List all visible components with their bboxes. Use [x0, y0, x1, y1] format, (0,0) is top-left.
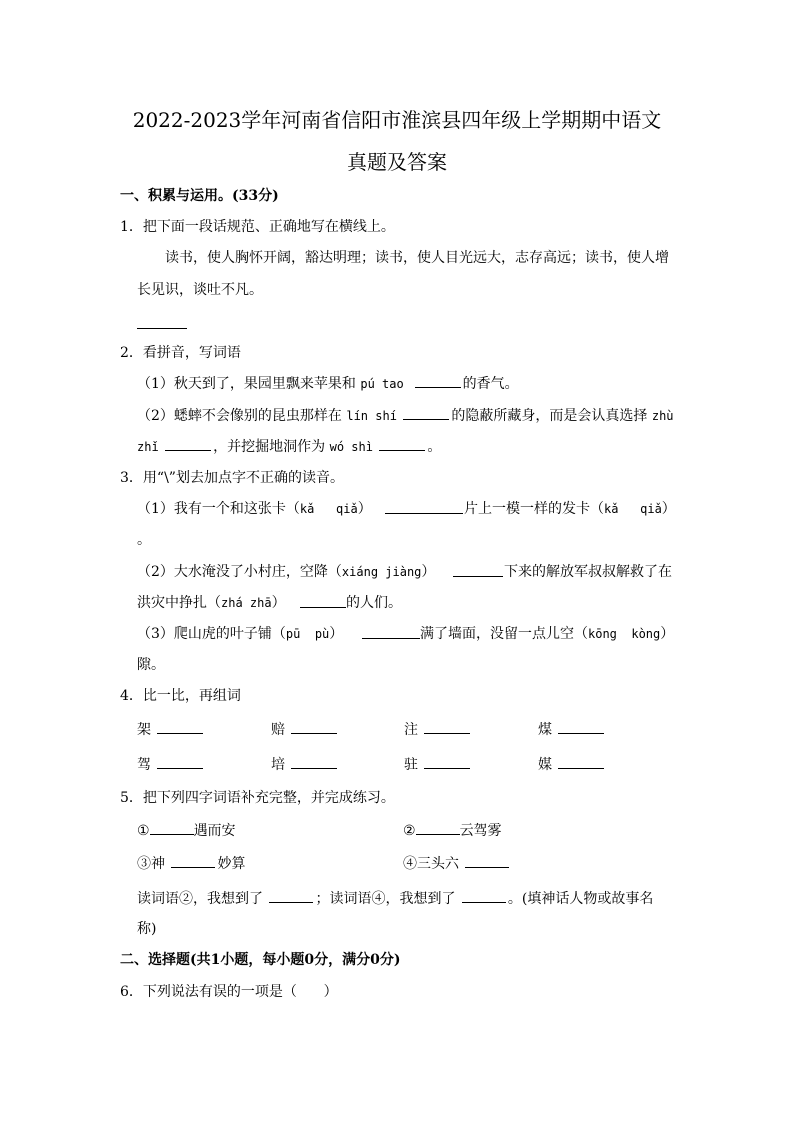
q5-item4: [403, 853, 511, 874]
q2-item2-pinyin3: wó shì: [329, 440, 373, 454]
q5-item2-pre: ②: [403, 823, 416, 839]
q2-item2-pinyin1: lín shí: [346, 409, 397, 423]
q5-item1-post: 遇而安: [193, 823, 236, 839]
q3-item2-line2: [137, 593, 286, 613]
document-title-line1: 2022-2023学年河南省信阳市淮滨县四年级上学期期中语文: [132, 108, 662, 132]
q3-item2-end: 的人们。: [346, 595, 402, 611]
q3-item2-mid: 下来的解放军叔叔解救了在: [504, 564, 672, 580]
q4-blank[interactable]: [291, 754, 337, 769]
q4-blank[interactable]: [291, 719, 337, 734]
q4-blank[interactable]: [558, 719, 604, 734]
q5-read-pre: 读词语②，我想到了: [137, 891, 268, 907]
q5-item4-pre: ④三头六: [403, 856, 464, 872]
section1-heading: 一、积累与运用。(33分): [120, 188, 279, 204]
q2-prompt: 2．看拼音，写词语: [120, 345, 241, 361]
q2-item2-blank1[interactable]: [403, 405, 449, 420]
q3-item3-pre: （3）爬山虎的叶子铺（: [137, 626, 286, 642]
q4-blank[interactable]: [424, 719, 470, 734]
q5-item1-pre: ①: [137, 823, 150, 839]
q5-item3-blank[interactable]: [171, 853, 215, 868]
q3-item3-mid: 满了墙面，没留一点儿空（: [420, 626, 588, 642]
q3-item1-close2: ）: [661, 501, 676, 517]
q6-prompt: 6．下列说法有误的一项是（ ）: [120, 984, 338, 1000]
q3-item1-blank[interactable]: [385, 513, 463, 514]
q5-item2-post: 云驾雾: [459, 823, 502, 839]
q4-row2-col1: [137, 754, 205, 775]
q3-item3-end: 隙。: [137, 657, 165, 673]
q2-item2-pinyin2b: zhǐ: [137, 440, 159, 454]
document-title-line2: 真题及答案: [347, 150, 447, 174]
q2-item2-line2: [137, 436, 441, 457]
q1-passage-line2: 长见识，谈吐不凡。: [137, 282, 263, 298]
q3-item3-pinyin: pū pù: [285, 627, 330, 641]
q2-item2-pre: （2）蟋蟀不会像别的昆虫那样在: [137, 408, 347, 424]
q3-item3-rest: [420, 624, 674, 644]
q5-read-line2: 称): [137, 921, 157, 937]
q4-row1-col2: [271, 719, 339, 740]
q3-item3-pinyin2: kōng kòng: [588, 627, 661, 641]
q4-row1-col1: [137, 719, 205, 740]
q3-item1-pre: （1）我有一个和这张卡（: [137, 501, 300, 517]
q5-read-blank1[interactable]: [269, 888, 313, 903]
q3-item1-mid: 片上一模一样的发卡（: [464, 501, 604, 517]
section2-heading: 二、选择题(共1小题，每小题0分，满分0分): [120, 952, 401, 968]
q1-answer-blank[interactable]: [137, 328, 187, 329]
q5-item1: [137, 820, 236, 841]
q4-char: 媒: [538, 757, 552, 773]
q4-row2-col3: [404, 754, 472, 775]
q5-item2: [403, 820, 502, 841]
q4-row2-col4: [538, 754, 606, 775]
q4-char: 驻: [404, 757, 418, 773]
q4-row1-col4: [538, 719, 606, 740]
q2-item2-end: 。: [427, 439, 442, 455]
q4-row2-col2: [271, 754, 339, 775]
q4-blank[interactable]: [558, 754, 604, 769]
q5-item3-post: 妙算: [217, 856, 246, 872]
q1-passage-line1: 读书，使人胸怀开阔，豁达明理；读书，使人目光远大，志存高远；读书，使人增: [165, 250, 669, 266]
q2-item1-blank[interactable]: [415, 373, 461, 388]
q3-item1-pinyin2: kǎ qiǎ: [604, 502, 662, 516]
q2-item2-blank2[interactable]: [165, 436, 211, 451]
q3-item2-blank[interactable]: [453, 576, 503, 577]
q5-read-line1: [137, 888, 653, 909]
q3-item1-close: ）: [357, 501, 372, 517]
q4-char: 注: [404, 722, 418, 738]
q2-item2-mid2: ，并挖掘地洞作为: [213, 439, 330, 455]
q4-row1-col3: [404, 719, 472, 740]
q2-item1-post: 的香气。: [462, 376, 519, 392]
q5-item3: [137, 853, 245, 874]
q4-blank[interactable]: [157, 719, 203, 734]
q5-read-blank2[interactable]: [462, 888, 506, 903]
q4-prompt: 4．比一比，再组词: [120, 688, 241, 704]
q2-item2-line1: [137, 405, 674, 426]
q3-item1: [137, 499, 372, 519]
q1-prompt: 1．把下面一段话规范、正确地写在横线上。: [120, 219, 395, 235]
q5-item3-pre: ③神: [137, 856, 170, 872]
q2-item1-pre: （1）秋天到了，果园里飘来苹果和: [137, 376, 361, 392]
q3-item3-close: ）: [329, 626, 344, 642]
q4-blank[interactable]: [424, 754, 470, 769]
q5-item4-blank[interactable]: [465, 853, 509, 868]
q2-item2-blank3[interactable]: [379, 436, 425, 451]
q3-item1-pinyin: kǎ qiǎ: [299, 502, 358, 516]
q5-item1-blank[interactable]: [150, 820, 194, 835]
q2-item1-pinyin: pú tao: [360, 377, 404, 391]
q3-prompt: 3．用“\”划去加点字不正确的读音。: [120, 470, 344, 486]
q3-item2-line2-pre: 洪灾中挣扎（: [137, 595, 221, 611]
q2-item1: [137, 373, 519, 394]
q3-item2-blank2[interactable]: [300, 607, 346, 608]
q2-item2-pinyin2a: zhù: [651, 409, 674, 423]
q3-item2-pinyin: xiáng jiàng: [341, 565, 422, 579]
q3-item2-pre: （2）大水淹没了小村庄，空降（: [137, 564, 342, 580]
q3-item1-rest: [464, 499, 676, 519]
q3-item2-pinyin2: zhá zhā: [221, 596, 272, 610]
q4-char: 架: [137, 722, 151, 738]
q5-prompt: 5．把下列四字词语补充完整，并完成练习。: [120, 790, 395, 806]
q4-blank[interactable]: [157, 754, 203, 769]
q3-item3-blank[interactable]: [362, 638, 420, 639]
q4-char: 煤: [538, 722, 552, 738]
q5-read-mid: ；读词语④，我想到了: [315, 891, 460, 907]
q3-item3-line1: [137, 624, 343, 644]
q2-item2-mid: 的隐蔽所藏身，而是会认真选择: [451, 408, 652, 424]
q4-char: 驾: [137, 757, 151, 773]
q4-char: 赔: [271, 722, 285, 738]
q3-item3-close2: ）: [660, 626, 675, 642]
q3-item1-end: 。: [137, 532, 151, 548]
q3-item2-close: ）: [421, 564, 436, 580]
q5-read-post: 。(填神话人物或故事名: [507, 891, 654, 907]
q5-item2-blank[interactable]: [416, 820, 460, 835]
q3-item2-line1: [137, 562, 435, 582]
q3-item2-close2: ）: [271, 595, 286, 611]
q4-char: 培: [271, 757, 285, 773]
